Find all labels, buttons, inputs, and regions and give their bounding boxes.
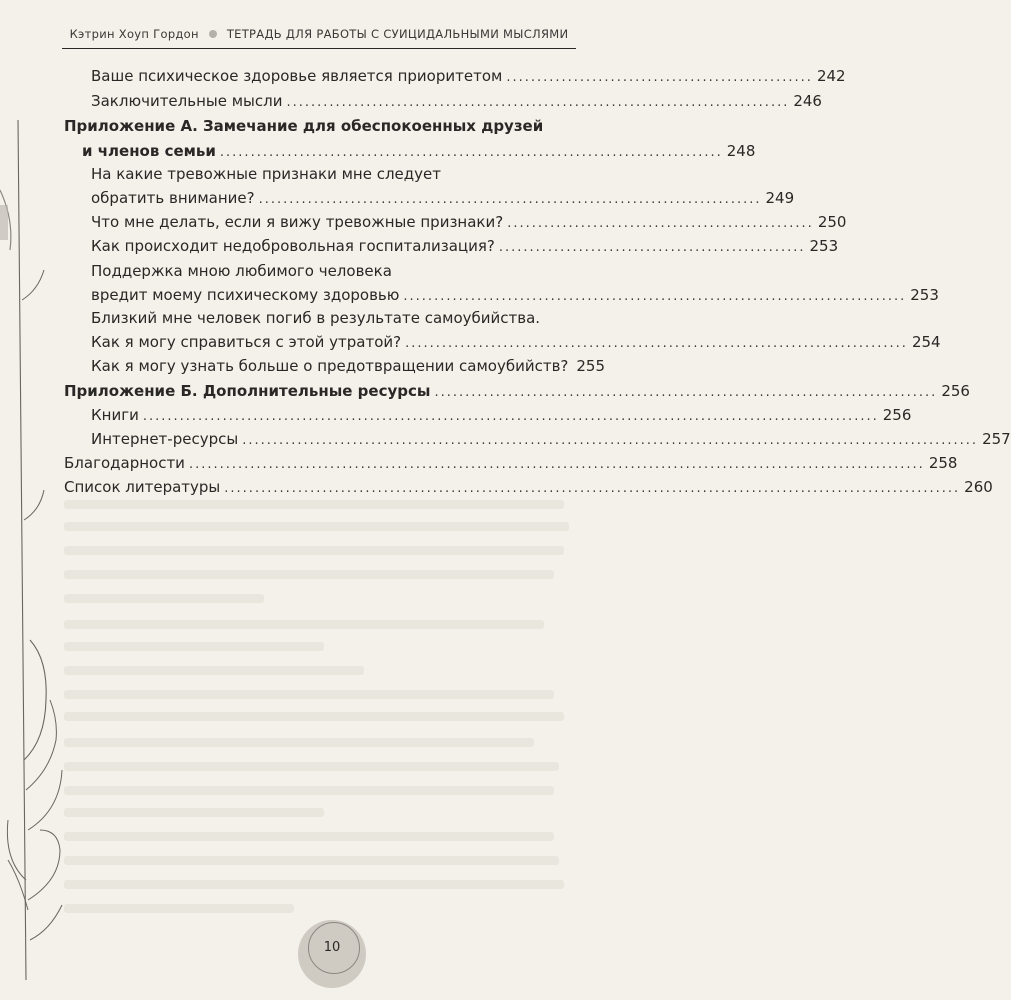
toc-page-number: 250 <box>817 213 847 231</box>
toc-leader: .................................................. <box>507 216 814 231</box>
header-divider <box>62 48 576 49</box>
toc-entry-title: Приложение А. Замечание для обеспокоенных друзей <box>64 117 544 135</box>
toc-page-number: 253 <box>910 286 939 304</box>
page-number: 10 <box>323 940 341 955</box>
toc-page-number: 257 <box>982 430 1011 448</box>
toc-entry-title: Книги <box>91 406 139 424</box>
toc-entry-title: Поддержка мною любимого человека <box>91 262 392 280</box>
toc-entry-title: Как происходит недобровольная госпитализация? <box>91 237 495 255</box>
toc-page-number: 258 <box>928 454 958 472</box>
running-header <box>0 27 638 41</box>
toc-leader: ........................................................................................................................ <box>142 409 879 424</box>
toc-page-number: 246 <box>793 92 822 110</box>
toc-page-number: 255 <box>576 357 606 375</box>
header-book-title: ТЕТРАДЬ ДЛЯ РАБОТЫ С СУИЦИДАЛЬНЫМИ МЫСЛЯМИ <box>226 27 569 41</box>
toc-page-number: 249 <box>765 189 795 207</box>
toc-leader: .................................................................................. <box>405 336 908 351</box>
toc-leader: .................................................................................. <box>434 385 938 400</box>
toc-leader: .................................................................................. <box>403 289 907 304</box>
toc-leader: ........................................................................................................................ <box>224 481 961 496</box>
toc-page-number: 253 <box>809 237 839 255</box>
toc-page-number: 260 <box>964 478 993 496</box>
toc-entry-title: Приложение Б. Дополнительные ресурсы <box>64 382 431 400</box>
toc-entry-title: Интернет-ресурсы <box>91 430 239 448</box>
toc-page-number: 254 <box>911 333 941 351</box>
toc-leader: ........................................................................................................................ <box>242 433 979 448</box>
toc-entry-title-cont: обратить внимание? <box>91 189 255 207</box>
toc-entry-title: На какие тревожные признаки мне следует <box>91 165 441 183</box>
toc-page-number: 256 <box>941 382 970 400</box>
toc-entry-title: Что мне делать, если я вижу тревожные признаки? <box>91 213 504 231</box>
toc-leader: .................................................. <box>506 70 813 85</box>
toc-leader: .................................................................................. <box>286 95 790 110</box>
toc-page-number: 242 <box>816 67 846 85</box>
toc-entry-title-cont: Как я могу справиться с этой утратой? <box>91 333 402 351</box>
toc-entry-title: Как я могу узнать больше о предотвращении самоубийств? <box>91 357 569 375</box>
toc-entry-title: Заключительные мысли <box>91 92 283 110</box>
toc-leader: .................................................................................. <box>219 145 723 160</box>
toc-page-number: 256 <box>882 406 912 424</box>
toc-entry-title-cont: и членов семьи <box>82 142 216 160</box>
toc-leader: .................................................. <box>498 240 806 255</box>
toc-leader: .................................................................................. <box>258 192 762 207</box>
toc-entry-title-cont: вредит моему психическому здоровью <box>91 286 400 304</box>
toc-page-number: 248 <box>726 142 756 160</box>
header-author: Кэтрин Хоуп Гордон <box>69 27 199 41</box>
toc-entry-title: Благодарности <box>64 454 185 472</box>
header-dot-icon <box>209 30 217 38</box>
toc-leader: ........................................................................................................................ <box>188 457 925 472</box>
toc-entry-title: Список литературы <box>64 478 221 496</box>
toc-entry-title: Ваше психическое здоровье является приоритетом <box>91 67 503 85</box>
toc-entry-title: Близкий мне человек погиб в результате самоубийства. <box>91 309 541 327</box>
